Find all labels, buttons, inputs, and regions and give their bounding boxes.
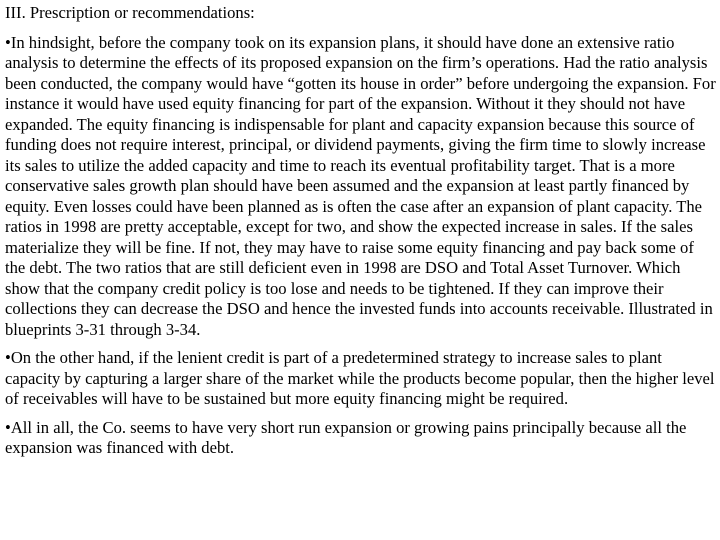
paragraph-1-text: In hindsight, before the company took on its expansion plans, it should have done an extensive ratio analysis to determine the effects of its proposed expansion on the firm’s operations. Had the ratio analysis been conducted, the company would have “gotten its house in order” before undergoing the expansion. For instance it would have used equity financing for part of the expansion. Without it they should not have expanded. The equity financing is indispensable for plant and capacity expansion because this source of funding does not require interest, principal, or dividend payments, giving the firm time to slowly increase its sales to utilize the added capacity and time to reach its eventual profitability target. That is a more conservative sales growth plan should have been assumed and the expansion at least partly financed by equity. Even losses could have been planned as is often the case after an expansion of plant capacity. The ratios in 1998 are pretty acceptable, except for two, and show the expected increase in sales. If the sales materialize they will be fine. If not, they may have to raise some equity financing and pay back some of the debt. The two ratios that are still deficient even in 1998 are DSO and Total Asset Turnover. Which show that the company credit policy is too lose and needs to be tightened. If they can improve their collections they can decrease the DSO and hence the invested funds into accounts receivable. Illustrated in blueprints 3-31 through 3-34. [5, 32, 716, 339]
paragraph-2 [5, 348, 717, 410]
paragraph-2-text: On the other hand, if the lenient credit is part of a predetermined strategy to increase sales to plant capacity by capturing a larger share of the market while the products become popular, then the higher level of receivables will have to be sustained but more equity financing might be required. [5, 348, 715, 408]
bullet-icon: • [5, 32, 11, 52]
bullet-icon: • [5, 348, 11, 367]
paragraph-1 [5, 33, 717, 341]
bullet-icon: • [5, 417, 11, 437]
document-page [5, 3, 717, 467]
paragraph-3-text: All in all, the Co. seems to have very short run expansion or growing pains principally because all the expansion was financed with debt. [5, 417, 687, 457]
paragraph-3 [5, 418, 717, 459]
section-heading: III. Prescription or recommendations: [5, 3, 255, 22]
